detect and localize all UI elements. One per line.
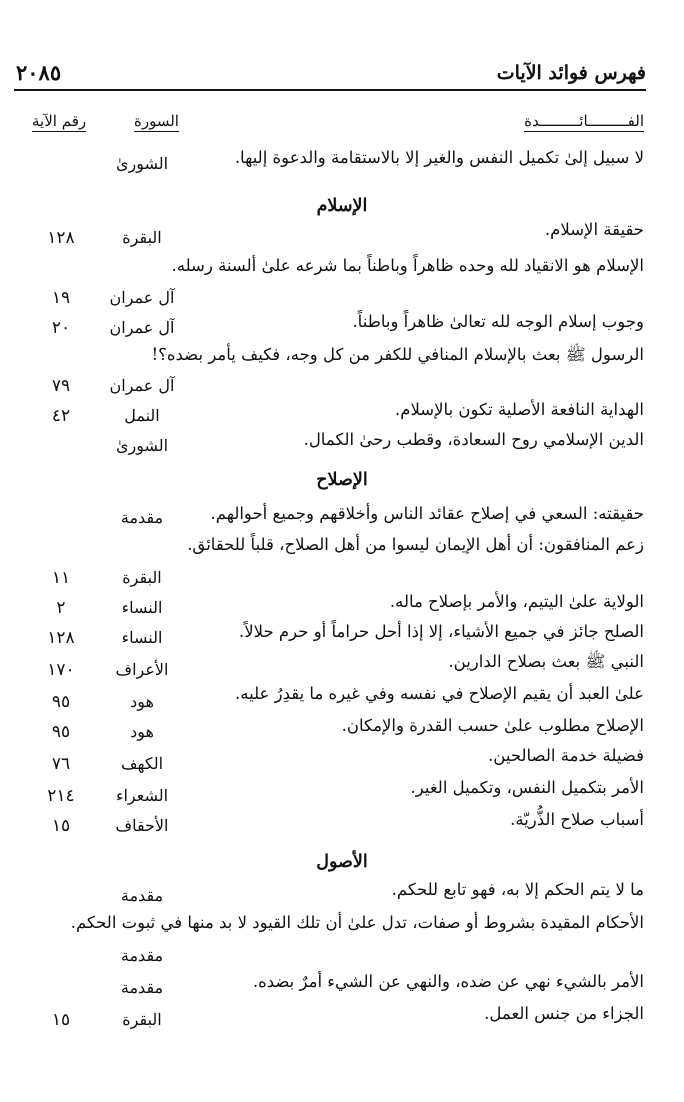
entry-text: الدين الإسلامي روح السعادة، وقطب رحىٰ الكمال. <box>303 430 644 449</box>
entry-surah: النساء <box>121 598 163 617</box>
entry-text: علىٰ العبد أن يقيم الإصلاح في نفسه وفي غيره ما يقدِرُ عليه. <box>235 684 644 703</box>
page-header-title: فهرس فوائد الآيات <box>496 62 646 84</box>
entry-text: وجوب إسلام الوجه لله تعالىٰ ظاهراً وباطناً. <box>352 312 644 331</box>
entry-surah: البقرة <box>122 568 162 587</box>
entry-surah: النساء <box>121 628 163 647</box>
entry-surah: مقدمة <box>120 946 164 965</box>
entry-ayah: ٧٦ <box>51 754 71 774</box>
column-header-ayah: رقم الآية <box>32 112 87 130</box>
entry-text: الأمر بالشيء نهي عن ضده، والنهي عن الشيء أمرٌ بضده. <box>252 972 644 991</box>
entry-ayah: ١٥ <box>51 1010 71 1030</box>
entry-text: ما لا يتم الحكم إلا به، فهو تابع للحكم. <box>391 880 644 899</box>
entry-surah: آل عمران <box>109 288 175 307</box>
header-rule <box>14 89 646 91</box>
entry-ayah: ٤٢ <box>51 406 71 426</box>
entry-surah: الأحقاف <box>115 816 169 835</box>
entry-text: الإسلام هو الانقياد لله وحده ظاهراً وباطناً بما شرعه علىٰ ألسنة رسله. <box>171 256 644 275</box>
entry-text: النبي ﷺ بعث بصلاح الدارين. <box>448 652 644 671</box>
entry-text: الأحكام المقيدة بشروط أو صفات، تدل علىٰ أن تلك القيود لا بد منها في ثبوت الحكم. <box>70 913 644 932</box>
entry-text: الإصلاح مطلوب علىٰ حسب القدرة والإمكان. <box>341 716 644 735</box>
entry-surah: مقدمة <box>120 978 164 997</box>
entry-surah: هود <box>130 692 154 711</box>
entry-ayah: ٢٠ <box>51 318 71 338</box>
entry-surah: آل عمران <box>109 318 175 337</box>
entry-surah: مقدمة <box>120 508 164 527</box>
entry-text: الرسول ﷺ بعث بالإسلام المنافي للكفر من كل وجه، فكيف يأمر بضده؟! <box>151 345 644 364</box>
entry-text: الولاية علىٰ اليتيم، والأمر بإصلاح ماله. <box>389 592 644 611</box>
entry-ayah: ١١ <box>51 568 71 588</box>
entry-surah: آل عمران <box>109 376 175 395</box>
entry-ayah: ١٥ <box>51 816 71 836</box>
entry-surah: النمل <box>124 406 160 425</box>
entry-ayah: ٢ <box>56 598 66 618</box>
entry-text: زعم المنافقون: أن أهل الإيمان ليسوا من أهل الصلاح، قلباً للحقائق. <box>187 535 644 554</box>
entry-ayah: ٩٥ <box>51 692 71 712</box>
entry-text: لا سبيل إلىٰ تكميل النفس والغير إلا بالاستقامة والدعوة إليها. <box>234 148 644 167</box>
entry-ayah: ٢١٤ <box>47 786 75 806</box>
entry-surah: الشعراء <box>115 786 169 805</box>
section-heading-islam: الإسلام <box>316 196 368 216</box>
entry-text: الهداية النافعة الأصلية تكون بالإسلام. <box>395 400 644 419</box>
entry-text: الجزاء من جنس العمل. <box>484 1004 644 1023</box>
entry-ayah: ٧٩ <box>51 376 71 396</box>
entry-surah: البقرة <box>122 228 162 247</box>
entry-ayah: ١٢٨ <box>47 228 75 248</box>
entry-surah: الكهف <box>120 754 164 773</box>
entry-ayah: ١٧٠ <box>47 660 75 680</box>
entry-surah: مقدمة <box>120 886 164 905</box>
entry-text: الأمر بتكميل النفس، وتكميل الغير. <box>410 778 644 797</box>
column-header-surah: السورة <box>134 112 179 130</box>
entry-surah: البقرة <box>122 1010 162 1029</box>
column-header-fawaid: الفـــــــــائـــــــــدة <box>524 112 644 130</box>
entry-text: فضيلة خدمة الصالحين. <box>488 746 644 765</box>
entry-text: حقيقته: السعي في إصلاح عقائد الناس وأخلاقهم وجميع أحوالهم. <box>210 504 644 523</box>
entry-text: حقيقة الإسلام. <box>544 220 644 239</box>
entry-surah: هود <box>130 722 154 741</box>
entry-ayah: ١٢٨ <box>47 628 75 648</box>
entry-text: الصلح جائز في جميع الأشياء، إلا إذا أحل حراماً أو حرم حلالاً. <box>238 622 644 641</box>
entry-surah: الشورىٰ <box>115 436 169 455</box>
entry-ayah: ١٩ <box>51 288 71 308</box>
entry-surah: الشورىٰ <box>115 154 169 173</box>
page-number: ٢٠٨٥ <box>16 60 62 85</box>
section-heading-usul: الأصول <box>316 852 368 872</box>
entry-text: أسباب صلاح الذُّريّة. <box>510 810 644 829</box>
entry-surah: الأعراف <box>115 660 169 679</box>
section-heading-islah: الإصلاح <box>316 470 368 490</box>
entry-ayah: ٩٥ <box>51 722 71 742</box>
